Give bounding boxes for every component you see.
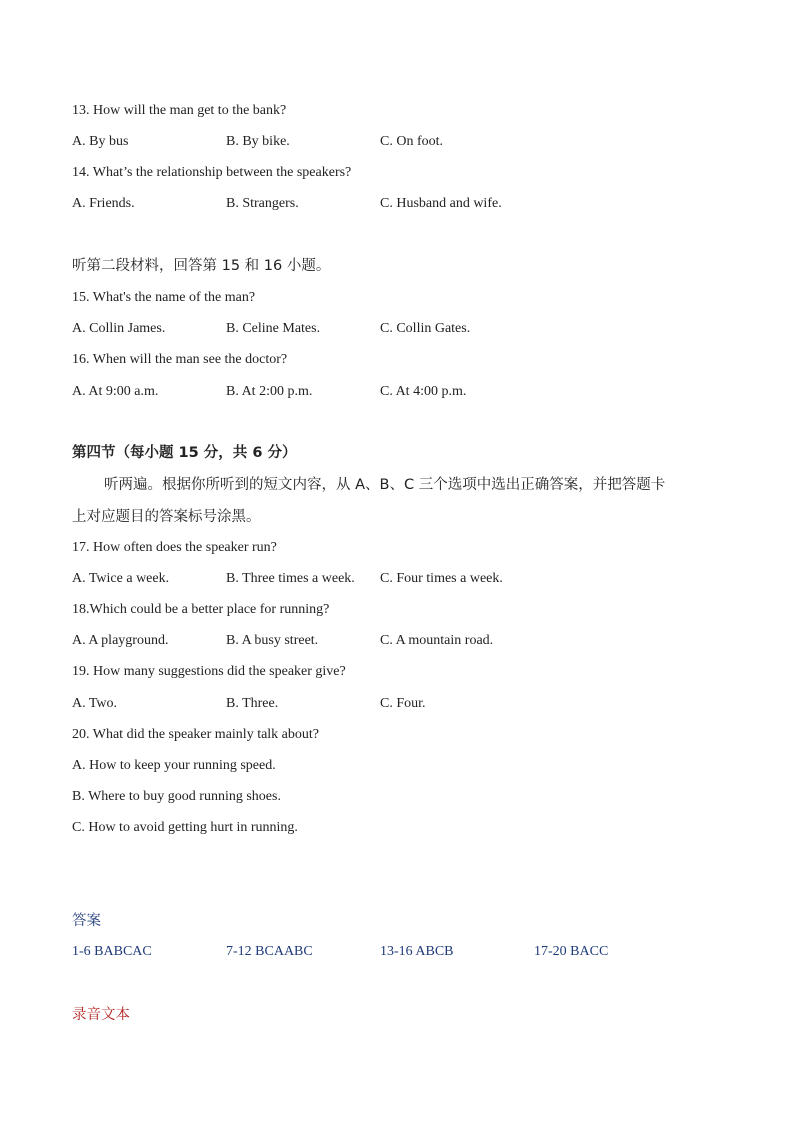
question-17: 17. How often does the speaker run?: [72, 540, 277, 555]
part-4-instructions-line-2: 上对应题目的答案标号涂黑。: [72, 509, 261, 525]
transcript-title: 录音文本: [72, 1007, 130, 1023]
question-16: 16. When will the man see the doctor?: [72, 352, 288, 367]
q13-option-c: C. On foot.: [380, 134, 443, 149]
answer-group-1: 1-6 BABCAC: [72, 944, 152, 959]
part-4-instructions-line-1: 听两遍。根据你所听到的短文内容，从 A、B、C 三个选项中选出正确答案，并把答题卡: [104, 477, 666, 493]
section-2-intro: 听第二段材料，回答第 15 和 16 小题。: [72, 258, 331, 274]
q15-option-b: B. Celine Mates.: [226, 321, 321, 336]
q15-option-a: A. Collin James.: [72, 321, 166, 336]
q15-option-c: C. Collin Gates.: [380, 321, 471, 336]
q19-option-a: A. Two.: [72, 696, 118, 711]
q14-option-a: A. Friends.: [72, 196, 135, 211]
answer-group-4: 17-20 BACC: [534, 944, 609, 959]
q19-option-c: C. Four.: [380, 696, 426, 711]
question-19: 19. How many suggestions did the speaker give?: [72, 664, 346, 679]
q17-option-a: A. Twice a week.: [72, 571, 170, 586]
answers-title: 答案: [72, 913, 101, 929]
q18-option-b: B. A busy street.: [226, 633, 319, 648]
question-14: 14. What’s the relationship between the speakers?: [72, 165, 352, 180]
q16-option-c: C. At 4:00 p.m.: [380, 384, 467, 399]
q20-option-b: B. Where to buy good running shoes.: [72, 789, 281, 804]
q17-option-c: C. Four times a week.: [380, 571, 503, 586]
q13-option-b: B. By bike.: [226, 134, 290, 149]
q17-option-b: B. Three times a week.: [226, 571, 355, 586]
q19-option-b: B. Three.: [226, 696, 279, 711]
answer-group-2: 7-12 BCAABC: [226, 944, 313, 959]
question-15: 15. What's the name of the man?: [72, 290, 256, 305]
answer-group-3: 13-16 ABCB: [380, 944, 454, 959]
q20-option-c: C. How to avoid getting hurt in running.: [72, 820, 298, 835]
q16-option-a: A. At 9:00 a.m.: [72, 384, 159, 399]
q20-option-a: A. How to keep your running speed.: [72, 758, 276, 773]
q13-option-a: A. By bus: [72, 134, 129, 149]
q14-option-b: B. Strangers.: [226, 196, 299, 211]
question-20: 20. What did the speaker mainly talk about?: [72, 727, 320, 742]
q16-option-b: B. At 2:00 p.m.: [226, 384, 313, 399]
q14-option-c: C. Husband and wife.: [380, 196, 502, 211]
question-13: 13. How will the man get to the bank?: [72, 103, 287, 118]
question-18: 18.Which could be a better place for running?: [72, 602, 330, 617]
q18-option-a: A. A playground.: [72, 633, 169, 648]
part-4-heading: 第四节（每小题 15 分，共 6 分）: [72, 445, 297, 461]
q18-option-c: C. A mountain road.: [380, 633, 494, 648]
